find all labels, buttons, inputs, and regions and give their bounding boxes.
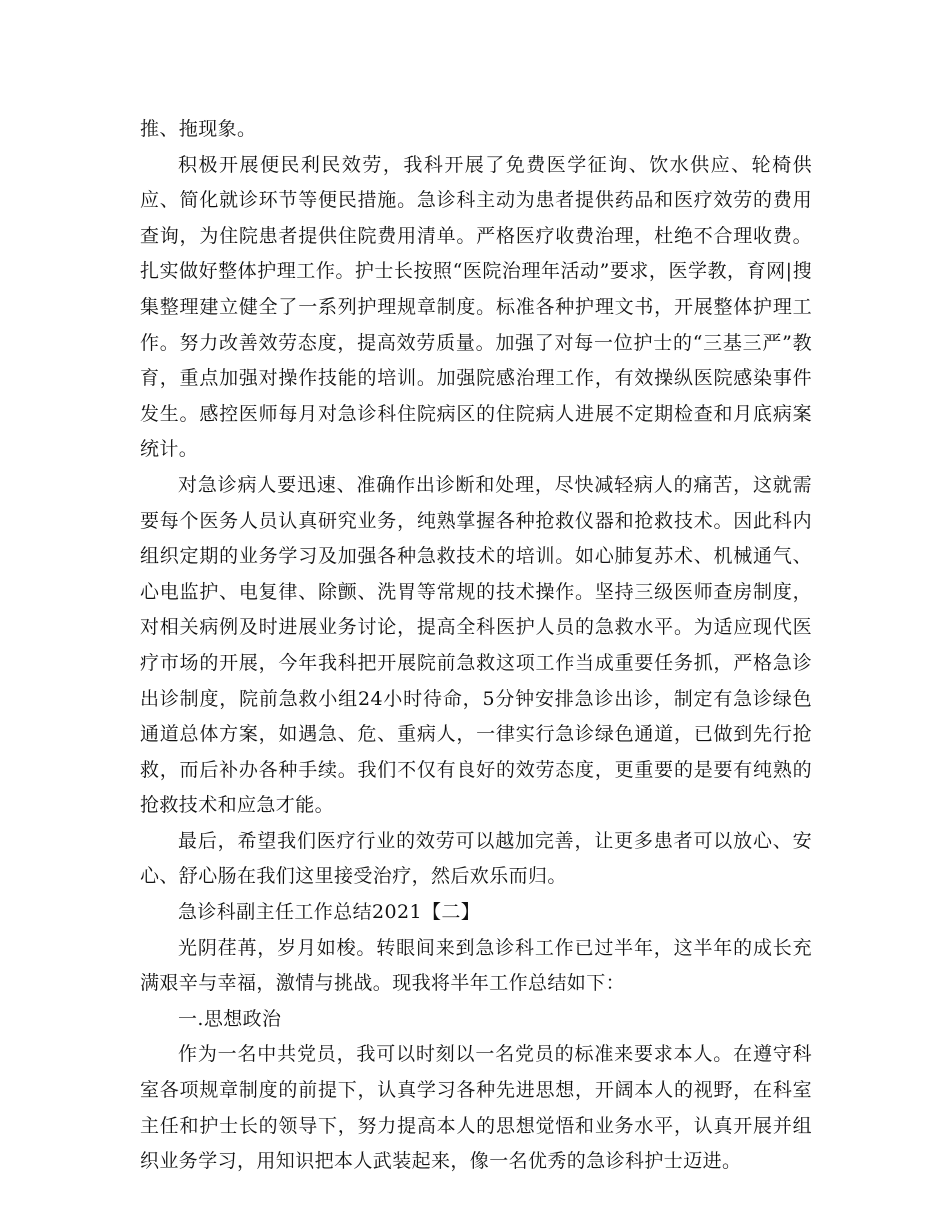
document-body bbox=[140, 112, 812, 1180]
paragraph-6: 作为一名中共党员，我可以时刻以一名党员的标准来要求本人。在遵守科室各项规章制度的前提下，认真学习各种先进思想，开阔本人的视野，在科室主任和护士长的领导下，努力提高本人的思想觉悟和业务水平，认真开展并组织业务学习，用知识把本人武装起来，像一名优秀的急诊科护士迈进。 bbox=[140, 1043, 812, 1173]
subheading-politics: 一.思想政治 bbox=[178, 1007, 282, 1030]
paragraph-2: 积极开展便民利民效劳，我科开展了免费医学征询、饮水供应、轮椅供应、简化就诊环节等便民措施。急诊科主动为患者提供药品和医疗效劳的费用查询，为住院患者提供住院费用清单。严格医疗收费治理，杜绝不合理收费。扎实做好整体护理工作。护士长按照“医院治理年活动”要求，医学教，育网|搜集整理建立健全了一系列护理规章制度。标准各种护理文书，开展整体护理工作。努力改善效劳态度，提高效劳质量。加强了对每一位护士的“三基三严”教育，重点加强对操作技能的培训。加强院感治理工作，有效操纵医院感染事件发生。感控医师每月对急诊科住院病区的住院病人进展不定期检查和月底病案统计。 bbox=[140, 153, 812, 461]
section-heading-2: 急诊科副主任工作总结2021【二】 bbox=[178, 901, 481, 924]
paragraph-1: 推、拖现象。 bbox=[140, 118, 257, 140]
paragraph-4: 最后，希望我们医疗行业的效劳可以越加完善，让更多患者可以放心、安心、舒心肠在我们这里接受治疗，然后欢乐而归。 bbox=[140, 829, 812, 888]
paragraph-3: 对急诊病人要迅速、准确作出诊断和处理，尽快减轻病人的痛苦，这就需要每个医务人员认真研究业务，纯熟掌握各种抢救仪器和抢救技术。因此科内组织定期的业务学习及加强各种急救技术的培训。如心肺复苏术、机械通气、心电监护、电复律、除颤、洗胃等常规的技术操作。坚持三级医师查房制度，对相关病例及时进展业务讨论，提高全科医护人员的急救水平。为适应现代医疗市场的开展，今年我科把开展院前急救这项工作当成重要任务抓，严格急诊出诊制度，院前急救小组24小时待命，5分钟安排急诊出诊，制定有急诊绿色通道总体方案，如遇急、危、重病人，一律实行急诊绿色通道，已做到先行抢救，而后补办各种手续。我们不仅有良好的效劳态度，更重要的是要有纯熟的抢救技术和应急才能。 bbox=[140, 473, 812, 817]
paragraph-5: 光阴荏苒，岁月如梭。转眼间来到急诊科工作已过半年，这半年的成长充满艰辛与幸福，激情与挑战。现我将半年工作总结如下： bbox=[140, 936, 812, 995]
